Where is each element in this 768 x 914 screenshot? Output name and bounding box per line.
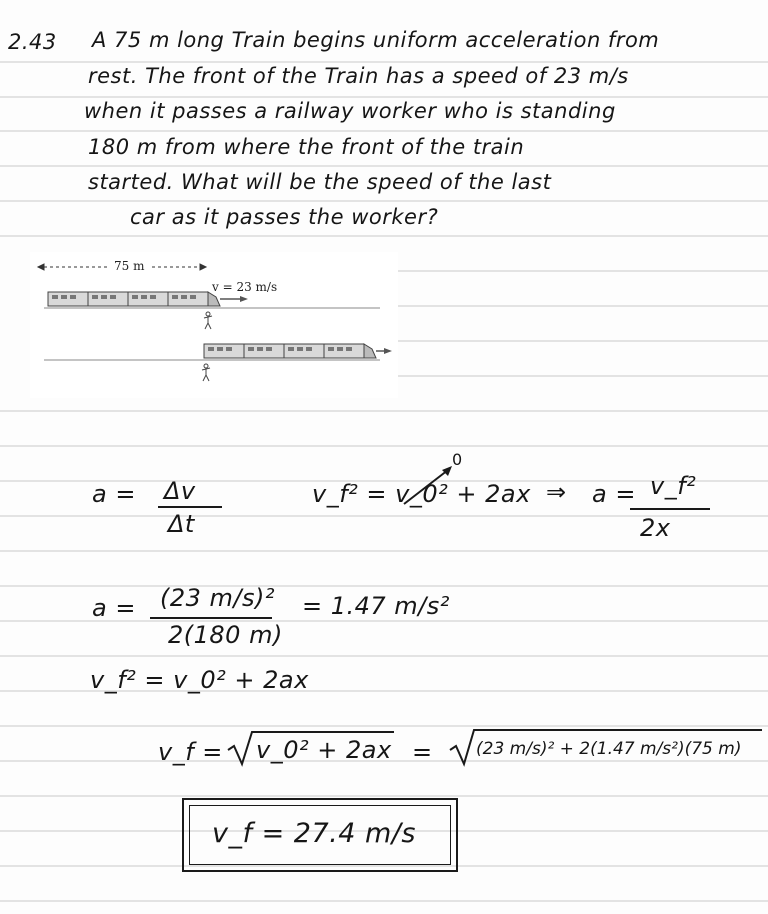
vf-radicand-values: (23 m/s)² + 2(1.47 m/s²)(75 m) [476,739,742,759]
accel-calc-lhs: a = [92,594,136,622]
problem-line-1: A 75 m long Train begins uniform acceleration from [92,28,660,52]
vf-equals: = [412,738,433,766]
problem-line-3: when it passes a railway worker who is standing [84,99,616,123]
train-top [48,292,220,306]
accel-def-fraction-bar [158,506,222,508]
worker-top [204,312,212,329]
worker-bottom [202,364,210,381]
problem-line-2: rest. The front of the Train has a speed of 23 m/s [88,64,629,88]
train-figure [30,252,398,398]
accel-solved-denominator: 2x [640,514,671,542]
vf-radicand: v_0² + 2ax [256,736,392,764]
zero-annotation: 0 [452,450,463,469]
accel-calc-result: = 1.47 m/s² [302,592,450,620]
train-diagram [30,252,398,398]
accel-def-denominator: Δt [168,510,195,538]
accel-calc-fraction-bar [150,617,272,619]
accel-def-lhs: a = [92,480,136,508]
problem-line-4: 180 m from where the front of the train [88,135,525,159]
accel-calc-numerator: (23 m/s)² [160,584,275,612]
length-label: 75 m [114,259,145,273]
answer-box [182,798,458,872]
accel-def-numerator: Δv [164,477,196,505]
implies-arrow: ⇒ [546,478,567,506]
kinematic-equation: v_f² = v_0² + 2ax [312,480,531,508]
problem-line-6: car as it passes the worker? [130,205,439,229]
vf-lhs: v_f = [158,738,223,766]
cancel-slash [398,460,458,510]
accel-solved-lhs: a = [592,480,636,508]
problem-line-5: started. What will be the speed of the last [88,170,552,194]
velocity-label: v = 23 m/s [212,280,278,294]
train-bottom [204,344,376,358]
accel-solved-fraction-bar [630,508,710,510]
accel-solved-numerator: v_f² [650,472,697,500]
problem-number: 2.43 [8,30,57,54]
kinematic-equation-2: v_f² = v_0² + 2ax [90,666,309,694]
accel-calc-denominator: 2(180 m) [168,621,283,649]
final-answer: v_f = 27.4 m/s [212,818,416,849]
